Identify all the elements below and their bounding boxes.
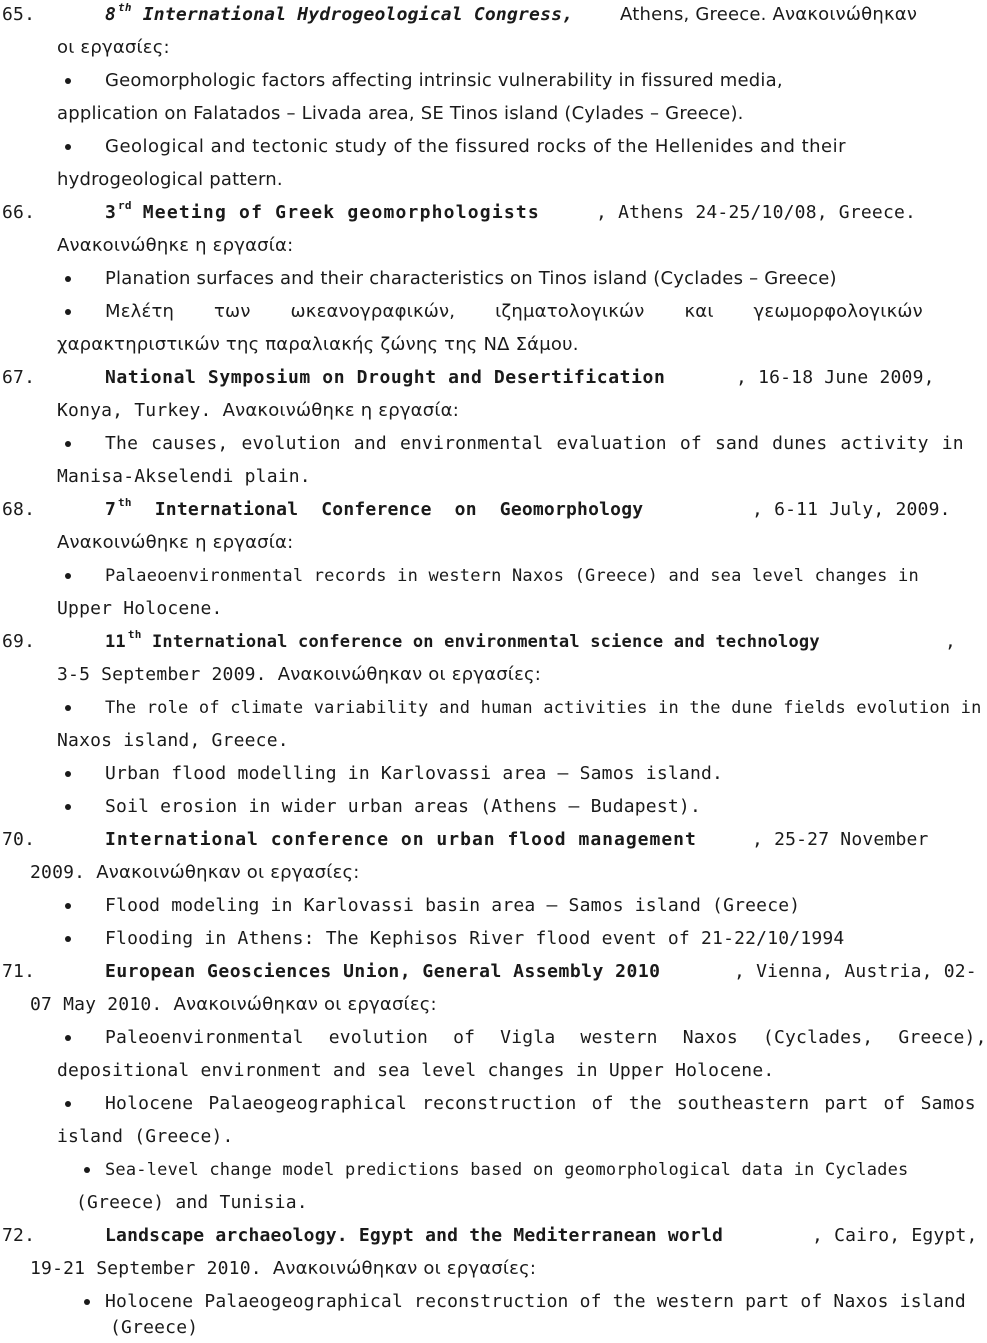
entry-location-continued: 2009. Ανακοινώθηκαν οι εργασίες:: [30, 862, 360, 883]
bullet-icon: [65, 705, 71, 711]
entry-location: , Vienna, Austria, 02-: [734, 961, 977, 982]
entry-72-heading: [0, 1221, 978, 1251]
list-item: Soil erosion in wider urban areas (Athens – Budapest).: [105, 796, 701, 817]
entry-intro: Ανακοινώθηκαν οι εργασίες:: [96, 862, 360, 883]
entry-number: 72.: [2, 1225, 36, 1246]
list-item: Flooding in Athens: The Kephisos River flood event of 21-22/10/1994: [105, 928, 845, 949]
list-item: Sea-level change model predictions based on geomorphological data in Cyclades: [105, 1160, 909, 1180]
entry-title: National Symposium on Drought and Desertification: [105, 367, 666, 388]
entry-69-heading: [0, 627, 960, 657]
entry-location: , Cairo, Egypt,: [812, 1225, 978, 1246]
bullet-icon: [65, 276, 71, 282]
entry-70-heading: [0, 825, 960, 855]
entry-intro: Ανακοινώθηκε η εργασία:: [222, 400, 459, 421]
list-item-continued: (Greece): [110, 1317, 199, 1338]
bullet-icon: [65, 309, 71, 315]
list-item-continued: application on Falatados – Livada area, SE Tinos island (Cylades – Greece).: [57, 103, 744, 124]
bullet-icon: [65, 78, 71, 84]
list-item: The causes, evolution and environmental evaluation of sand dunes activity in: [105, 433, 964, 454]
list-item: Holocene Palaeogeographical reconstruction of the southeastern part of Samos: [105, 1093, 976, 1114]
entry-66-heading: [0, 198, 960, 228]
bullet-icon: [65, 936, 71, 942]
entry-location: , 6-11 July, 2009.: [752, 499, 951, 520]
entry-title: European Geosciences Union, General Assembly 2010: [105, 961, 661, 982]
entry-location-continued: 3-5 September 2009. Ανακοινώθηκαν οι εργασίες:: [57, 664, 542, 685]
entry-title: 11 $^{th}$ International conference on environmental science and technology: [105, 628, 820, 652]
list-item: Μελέτη των ωκεανογραφικών, ιζηματολογικών και γεωμορφολογικών: [105, 301, 923, 322]
entry-intro: Ανακοινώθηκαν οι εργασίες:: [272, 1258, 537, 1279]
list-item: Geomorphologic factors affecting intrinsic vulnerability in fissured media,: [105, 70, 783, 91]
list-item-continued: Manisa-Akselendi plain.: [57, 466, 311, 487]
entry-intro: Ανακοινώθηκαν οι εργασίες:: [173, 994, 437, 1015]
entry-location: Athens, Greece.: [620, 4, 767, 25]
entry-71-heading: [0, 957, 977, 987]
entry-title: Landscape archaeology. Egypt and the Mediterranean world: [105, 1225, 724, 1246]
list-item-continued: Naxos island, Greece.: [57, 730, 289, 751]
entry-location: , 16-18 June 2009,: [736, 367, 935, 388]
list-item-continued: island (Greece).: [57, 1126, 234, 1147]
entry-location-continued: 19-21 September 2010. Ανακοινώθηκαν οι εργασίες:: [30, 1258, 537, 1279]
list-item: Planation surfaces and their characteristics on Tinos island (Cyclades – Greece): [105, 268, 837, 289]
entry-intro-continued: οι εργασίες:: [57, 37, 170, 58]
list-item: Holocene Palaeogeographical reconstruction of the western part of Naxos island: [105, 1291, 966, 1312]
entry-number: 70.: [2, 829, 36, 850]
entry-65-heading: [0, 0, 960, 30]
bullet-icon: [65, 804, 71, 810]
list-item: Paleoenvironmental evolution of Vigla western Naxos (Cyclades, Greece),: [105, 1027, 987, 1048]
bullet-icon: [65, 144, 71, 150]
entry-location-continued: Konya, Turkey. Ανακοινώθηκε η εργασία:: [57, 400, 459, 421]
entry-location: ,: [945, 631, 957, 652]
list-item: The role of climate variability and human activities in the dune fields evolution in: [105, 698, 982, 718]
entry-intro: Ανακοινώθηκε η εργασία:: [57, 235, 294, 256]
bullet-icon: [84, 1167, 90, 1173]
entry-68-heading: [0, 495, 960, 525]
list-item-continued: Upper Holocene.: [57, 598, 223, 619]
entry-location-continued: 07 May 2010. Ανακοινώθηκαν οι εργασίες:: [30, 994, 437, 1015]
entry-location: , Athens 24-25/10/08, Greece.: [596, 202, 917, 223]
entry-number: 67.: [2, 367, 36, 388]
entry-number: 68.: [2, 499, 36, 520]
bullet-icon: [65, 903, 71, 909]
entry-title: International conference on urban flood management: [105, 829, 697, 850]
entry-title: 7 $^{th}$ International Conference on Geomorphology: [105, 496, 644, 520]
list-item: Urban flood modelling in Karlovassi area – Samos island.: [105, 763, 724, 784]
list-item: Palaeoenvironmental records in western Naxos (Greece) and sea level changes in: [105, 566, 919, 586]
bullet-icon: [65, 573, 71, 579]
entry-67-heading: [0, 363, 960, 393]
bullet-icon: [65, 1035, 71, 1041]
entry-intro: Ανακοινώθηκαν οι εργασίες:: [277, 664, 542, 685]
bullet-icon: [65, 441, 71, 447]
entry-number: 65.: [2, 4, 36, 25]
entry-intro: Ανακοινώθηκε η εργασία:: [57, 532, 294, 553]
list-item: Geological and tectonic study of the fissured rocks of the Hellenides and their: [105, 136, 847, 157]
entry-title: 8 $^{th}$ International Hydrogeological Congress,: [105, 1, 574, 25]
entry-number: 66.: [2, 202, 36, 223]
list-item-continued: (Greece) and Tunisia.: [76, 1192, 308, 1213]
bullet-icon: [65, 1101, 71, 1107]
entry-intro: Ανακοινώθηκαν: [772, 4, 918, 25]
entry-title: 3 $^{rd}$ Meeting of Greek geomorphologists: [105, 199, 540, 223]
entry-number: 69.: [2, 631, 36, 652]
list-item-continued: hydrogeological pattern.: [57, 169, 283, 190]
entry-number: 71.: [2, 961, 36, 982]
entry-location: , 25-27 November: [752, 829, 929, 850]
bullet-icon: [65, 771, 71, 777]
list-item-continued: χαρακτηριστικών της παραλιακής ζώνης της ΝΔ Σάμου.: [57, 334, 579, 355]
list-item-continued: depositional environment and sea level changes in Upper Holocene.: [57, 1060, 775, 1081]
list-item: Flood modeling in Karlovassi basin area – Samos island (Greece): [105, 895, 801, 916]
bullet-icon: [84, 1299, 90, 1305]
